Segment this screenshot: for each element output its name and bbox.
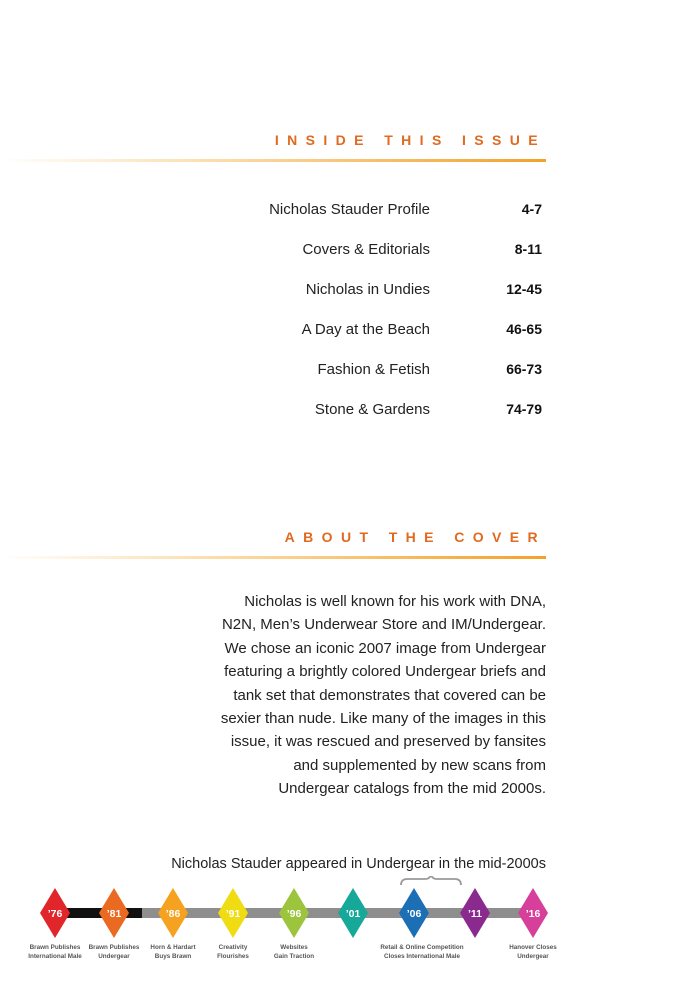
toc-pages: 8-11 <box>514 241 542 257</box>
timeline-event-label: International Male <box>28 953 82 960</box>
toc-row[interactable] <box>162 236 542 276</box>
timeline-event-label: Brawn Publishes <box>88 944 140 951</box>
paragraph-line: N2N, Men’s Underwear Store and IM/Undergear. <box>221 616 546 634</box>
timeline-marker <box>279 888 309 938</box>
timeline-event-label: Gain Traction <box>273 953 315 960</box>
timeline-marker <box>518 888 548 938</box>
toc-pages: 74-79 <box>506 401 542 417</box>
timeline-event-label: Closes International Male <box>384 953 460 960</box>
paragraph-line: featuring a brightly colored Undergear briefs and <box>224 663 546 681</box>
toc-pages: 46-65 <box>506 321 542 337</box>
toc-row[interactable] <box>162 196 542 236</box>
toc-pages: 66-73 <box>506 361 542 377</box>
timeline-marker <box>218 888 248 938</box>
timeline-year-label: ’86 <box>165 908 181 920</box>
timeline-marker <box>99 888 129 938</box>
timeline-marker <box>40 888 70 938</box>
timeline-event-label: Buys Brawn <box>154 953 192 960</box>
toc-row[interactable] <box>162 276 542 316</box>
timeline-year-label: ’96 <box>286 908 302 920</box>
timeline-marker <box>158 888 188 938</box>
toc-title: Nicholas Stauder Profile <box>269 201 430 218</box>
toc-title: Stone & Gardens <box>314 401 430 418</box>
paragraph-line: Undergear catalogs from the mid 2000s. <box>278 780 546 798</box>
toc-title: A Day at the Beach <box>301 321 430 338</box>
timeline-event-label: Flourishes <box>217 953 249 960</box>
timeline-year-label: ’11 <box>467 908 483 920</box>
paragraph-line: We chose an iconic 2007 image from Undergear <box>224 639 546 657</box>
bracket-icon <box>401 876 461 885</box>
timeline-year-label: ’16 <box>525 908 541 920</box>
timeline-event-label: Undergear <box>517 953 549 960</box>
toc-title: Nicholas in Undies <box>305 281 430 298</box>
paragraph-line: sexier than nude. Like many of the images in this <box>220 710 546 728</box>
timeline-event-label: Websites <box>280 944 308 951</box>
timeline-year-label: ’01 <box>345 908 361 920</box>
timeline-event-label: Retail & Online Competition <box>380 944 464 951</box>
toc-pages: 4-7 <box>521 201 542 217</box>
toc-title: Covers & Editorials <box>302 241 430 258</box>
timeline-event-label: Undergear <box>98 953 130 960</box>
timeline-event-label: Hanover Closes <box>509 944 557 951</box>
timeline-event-label: Brawn Publishes <box>29 944 81 951</box>
paragraph-line: and supplemented by new scans from <box>293 756 546 774</box>
about-cover-heading: ABOUT THE COVER <box>284 529 546 545</box>
timeline-marker <box>338 888 368 938</box>
timeline-marker <box>399 888 429 938</box>
toc-row[interactable] <box>162 316 542 356</box>
paragraph-line: tank set that demonstrates that covered can be <box>233 686 546 704</box>
timeline-graphic <box>0 876 680 1000</box>
timeline-marker <box>460 888 490 938</box>
about-cover-rule <box>0 556 546 559</box>
timeline-year-label: ’76 <box>47 908 63 920</box>
toc-row[interactable] <box>162 356 542 396</box>
paragraph-line: Nicholas is well known for his work with DNA, <box>244 593 546 610</box>
timeline-event-label: Creativity <box>218 944 248 951</box>
timeline-caption: Nicholas Stauder appeared in Undergear in the mid-2000s <box>171 856 546 872</box>
timeline-markers <box>40 888 548 938</box>
toc-pages: 12-45 <box>506 281 542 297</box>
timeline-year-label: ’06 <box>406 908 422 920</box>
inside-issue-rule <box>0 159 546 162</box>
timeline-year-label: ’91 <box>225 908 241 920</box>
paragraph-line: issue, it was rescued and preserved by fansites <box>230 733 546 751</box>
inside-issue-heading: INSIDE THIS ISSUE <box>274 132 546 148</box>
table-of-contents <box>162 196 542 436</box>
timeline-event-label: Horn & Hardart <box>150 944 196 951</box>
toc-row[interactable] <box>162 396 542 436</box>
about-cover-paragraph <box>146 590 546 801</box>
timeline-year-label: ’81 <box>106 908 122 920</box>
toc-title: Fashion & Fetish <box>317 361 430 378</box>
